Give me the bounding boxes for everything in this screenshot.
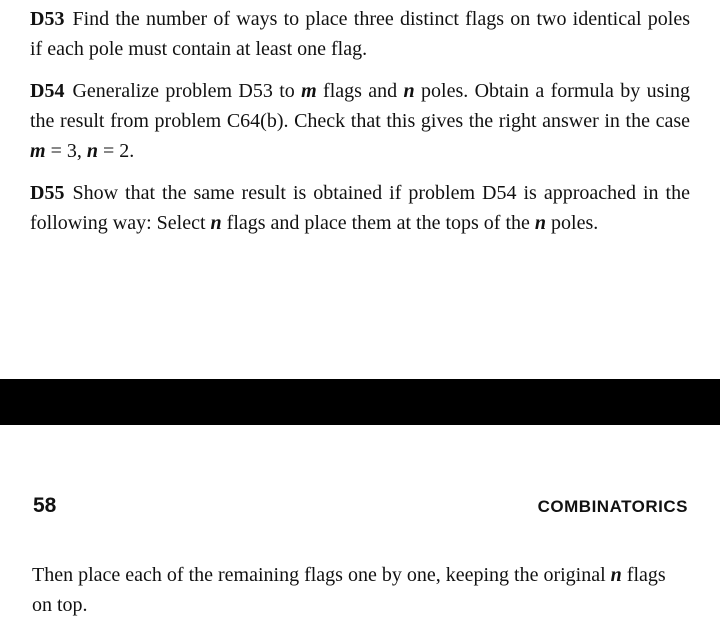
math-variable: n [86,140,98,162]
math-variable: n [403,80,415,102]
math-variable: n [610,564,622,586]
problem-id: D53 [30,8,65,30]
problem-d54 [30,76,690,166]
problem-id: D54 [30,80,65,102]
page-break-bar [0,379,720,425]
paragraph-text: flags on top. [32,564,666,616]
paragraph-text: Then place each of the remaining flags one by one, keeping the original [32,564,611,586]
problem-text: Show that the same result is obtained if problem D54 is approached in the following way: Select [30,182,690,234]
problem-text: flags and place them at the tops of the [221,212,535,234]
problem-d53 [30,4,690,64]
problem-text: Generalize problem D53 to [72,80,302,102]
continuation-paragraph [32,560,690,620]
problem-text: poles. Obtain a formula by using the result from problem C64(b). Check that this gives the right answer in the case [30,80,690,132]
problem-text: flags and [316,80,404,102]
page-number: 58 [33,494,57,517]
problem-text: = 2. [97,140,135,162]
running-head: COMBINATORICS [537,497,688,516]
math-variable: n [534,212,547,234]
problem-text: Find the number of ways to place three distinct flags on two identical poles if each pole must contain at least one flag. [30,8,690,60]
math-variable: m [301,80,317,102]
math-variable: m [30,140,46,162]
problem-text: = 3, [45,140,87,162]
problem-d55 [30,178,690,238]
problem-id: D55 [30,182,65,204]
problem-text: poles. [546,212,599,234]
math-variable: n [210,212,222,234]
